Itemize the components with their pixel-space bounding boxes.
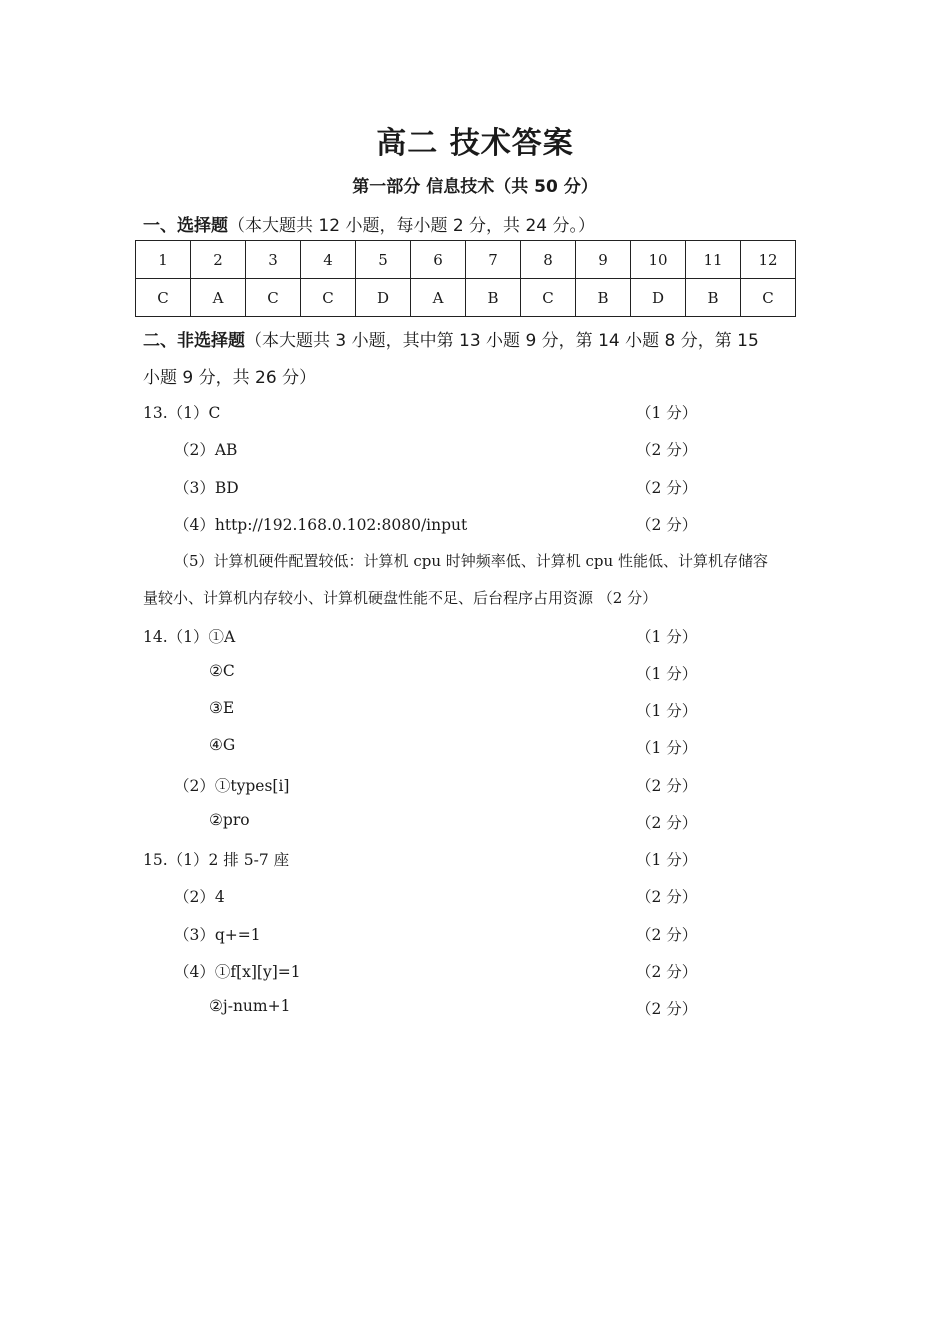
answer-cell: C xyxy=(301,279,356,317)
q15-answer-2: （2）4 xyxy=(174,888,225,906)
q13-answer-5: （5）计算机硬件配置较低：计算机 cpu 时钟频率低、计算机 cpu 性能低、计算机存储容 xyxy=(174,552,768,570)
answer-cell: C xyxy=(246,279,301,317)
answer-cell: D xyxy=(356,279,411,317)
q14-answer-4: ④G xyxy=(209,736,236,754)
section2-note-cont: 小题 9 分，共 26 分） xyxy=(143,368,317,388)
answer-cell: C xyxy=(741,279,796,317)
answer-row xyxy=(136,279,796,317)
q14-score-2: （1 分） xyxy=(636,665,698,683)
section1-heading xyxy=(143,211,595,236)
question-number-cell: 5 xyxy=(356,241,411,279)
q15-answer-4: （4）①f[x][y]=1 xyxy=(174,963,301,981)
q13-score-3: （2 分） xyxy=(636,479,698,497)
q13-answer-3: （3）BD xyxy=(174,479,239,497)
question-number-cell: 6 xyxy=(411,241,466,279)
q13-answer-5-cont: 量较小、计算机内存较小、计算机硬盘性能不足、后台程序占用资源 （2 分） xyxy=(143,589,658,607)
answer-cell: D xyxy=(631,279,686,317)
q14-answer-3: ③E xyxy=(209,699,235,717)
q15-score-5: （2 分） xyxy=(636,1000,698,1018)
section1-title: 一、选择题 xyxy=(143,216,228,236)
question-number-cell: 11 xyxy=(686,241,741,279)
question-number-cell: 1 xyxy=(136,241,191,279)
q15-answer-1: 15.（1）2 排 5-7 座 xyxy=(143,851,290,869)
answer-cell: A xyxy=(191,279,246,317)
q14-answer-6: ②pro xyxy=(209,811,250,829)
question-number-cell: 7 xyxy=(466,241,521,279)
question-number-cell: 3 xyxy=(246,241,301,279)
answer-cell: B xyxy=(466,279,521,317)
question-number-cell: 9 xyxy=(576,241,631,279)
page-title: 高二 技术答案 xyxy=(376,126,574,161)
q15-score-4: （2 分） xyxy=(636,963,698,981)
q14-score-3: （1 分） xyxy=(636,702,698,720)
q14-score-6: （2 分） xyxy=(636,814,698,832)
question-number-cell: 4 xyxy=(301,241,356,279)
q14-answer-2: ②C xyxy=(209,662,235,680)
q14-score-5: （2 分） xyxy=(636,777,698,795)
q13-answer-4: （4）http://192.168.0.102:8080/input xyxy=(174,516,468,534)
q14-score-4: （1 分） xyxy=(636,739,698,757)
part-subtitle: 第一部分 信息技术（共 50 分） xyxy=(352,177,598,197)
answer-cell: C xyxy=(521,279,576,317)
answer-cell: A xyxy=(411,279,466,317)
question-number-row xyxy=(136,241,796,279)
q13-score-1: （1 分） xyxy=(636,404,698,422)
question-number-cell: 2 xyxy=(191,241,246,279)
answer-cell: B xyxy=(576,279,631,317)
question-number-cell: 8 xyxy=(521,241,576,279)
question-number-cell: 12 xyxy=(741,241,796,279)
q15-score-1: （1 分） xyxy=(636,851,698,869)
q15-answer-5: ②j-num+1 xyxy=(209,997,291,1015)
q15-score-3: （2 分） xyxy=(636,926,698,944)
q14-score-1: （1 分） xyxy=(636,628,698,646)
q15-answer-3: （3）q+=1 xyxy=(174,926,261,944)
answer-cell: B xyxy=(686,279,741,317)
section1-note: （本大题共 12 小题，每小题 2 分，共 24 分。） xyxy=(228,216,596,236)
q14-answer-5: （2）①types[i] xyxy=(174,777,290,795)
answer-cell: C xyxy=(136,279,191,317)
section2-heading xyxy=(143,326,759,351)
q13-score-2: （2 分） xyxy=(636,441,698,459)
q14-answer-1: 14.（1）①A xyxy=(143,628,236,646)
question-number-cell: 10 xyxy=(631,241,686,279)
answer-table xyxy=(135,240,796,317)
section2-note: （本大题共 3 小题，其中第 13 小题 9 分，第 14 小题 8 分，第 15 xyxy=(245,331,759,351)
q13-answer-1: 13.（1）C xyxy=(143,404,221,422)
q13-score-4: （2 分） xyxy=(636,516,698,534)
q15-score-2: （2 分） xyxy=(636,888,698,906)
section2-title: 二、非选择题 xyxy=(143,331,245,351)
q13-answer-2: （2）AB xyxy=(174,441,238,459)
